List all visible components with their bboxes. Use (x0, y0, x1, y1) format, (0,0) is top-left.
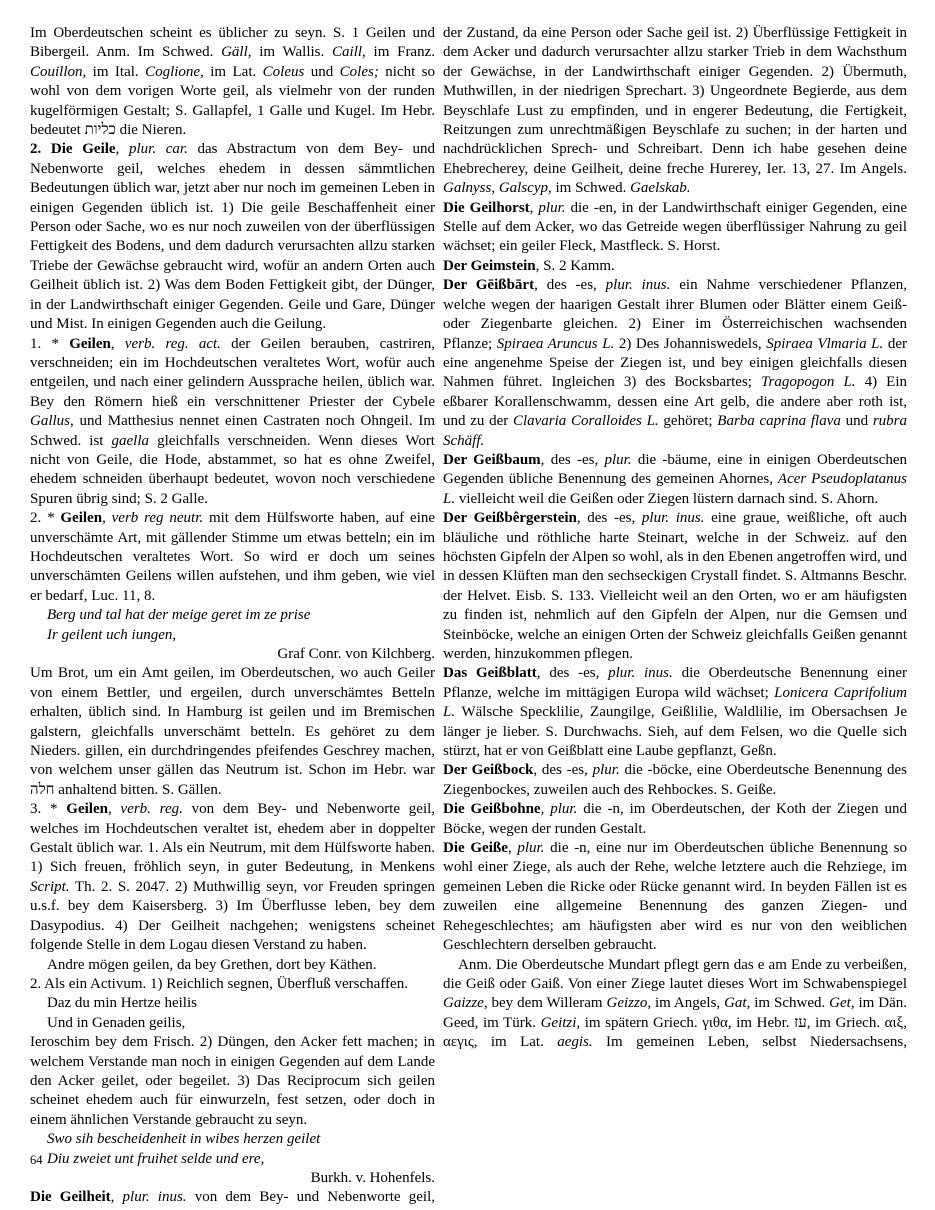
entry-der-geissbart (443, 276, 907, 451)
text-segment: die Oberdeutsche Benennung einer Pflanze, welche im mittägigen Europa wild wächset; (443, 665, 907, 701)
text-segment: die -en, in der Landwirthschaft einiger Gegenden, eine Stelle auf dem Acker, wo das Getreide wegen überflüssiger Nahrung zu geil wächset; ein geiler Fleck, Mastfleck. S. Horst. (443, 199, 908, 255)
italic-term: plur. (550, 801, 578, 818)
italic-term: Geizzo, (606, 995, 652, 1012)
italic-term: gaella (111, 432, 150, 449)
entry-der-geimstein (443, 257, 907, 276)
entry-3-geilen-activum (30, 975, 435, 994)
headword: Der Geißbêrgerstein (443, 510, 577, 527)
page-number: 64 (30, 1153, 43, 1167)
headword: Die Geiße (443, 840, 508, 857)
text-segment: der Zustand, da eine Person oder Sache geil ist. 2) Überflüssige Fettigkeit in dem Acker und dadurch verursachter allzu starker Trieb in dem Wachsthum der Gewächse, in der Landwirthschaft einiger Gegenden. 2) Übermuth, Muthwillen, in der niedrigen Sprechart. 3) Ungeordnete Begierde, aus dem Beyschlafe Lust zu empfinden, und in engerer Bedeutung, die Fertigkeit, Reitzungen zum unrechtmäßigen Beyschlafe zu suchen; in der harten und nachdrücklichen Sprech- und Schreibart. Denn ich habe gesehen deine Ehebrecherey, deine Geilheit, deine freche Hurerey, Ier. 13, 27. Im Angels. (443, 25, 907, 177)
text-segment: und Matthesius nennet einen Castraten noch Ohngeil. Im Schwed. ist (30, 413, 435, 449)
italic-term: Coles; (339, 63, 379, 80)
text-segment: der eine angenehme Speise der Ziegen ist, und bey einigen gleichfalls diesen Nahmen führet. Ingleichen 3) des Bocksbartes; (443, 335, 907, 391)
italic-term: Clavaria Coralloides L. (512, 413, 659, 430)
text-segment: die -böcke, eine Oberdeutsche Benennung des Ziegenbockes, zuweilen auch des Rehbockes. S. Geiße. (443, 762, 907, 798)
entry-die-geilhorst (443, 199, 907, 257)
text-segment: , S. 2 Kamm. (535, 257, 615, 274)
headword: Geilen (69, 335, 111, 352)
text-segment: 3. * (30, 801, 67, 818)
text-segment: Graf Conr. von Kilchberg. (277, 646, 435, 662)
entry-2-geilen-continuation (30, 664, 435, 800)
headword: Geilen (60, 510, 103, 527)
italic-term: Caill, (332, 44, 366, 61)
verse-line (47, 606, 435, 625)
text-segment: 2. Als ein Activum. 1) Reichlich segnen, Überfluß verschaffen. (30, 975, 408, 992)
italic-term: plur. car. (129, 141, 188, 158)
text-segment: im Schwed. (750, 995, 830, 1012)
verse-line (47, 994, 435, 1013)
italic-term: Gäll, (221, 44, 252, 61)
left-column (30, 24, 435, 1208)
text-segment: Daz du min Hertze heilis (47, 995, 197, 1012)
text-segment: im Ital. (86, 63, 146, 80)
text-segment: , (540, 801, 551, 818)
verse-line (47, 956, 435, 975)
text-segment: der Geilen berauben, castriren, verschneiden; ein im Hochdeutschen veraltetes Wort, wofür auch entgeilen, und nach einer gelindern Aussprache heilen, üblich war. Bey den Römern hieß ein verschnittener Priester der Cybele (30, 335, 436, 410)
verse-line (47, 1150, 435, 1169)
text-segment: , (110, 335, 125, 352)
text-segment: Wälsche Specklilie, Zaungilge, Geißlilie, Waldlilie, im Obersachsen Je länger je lieber. S. Durchwachs. Sieh, auf dem Felsen, wo die Quelle sich stürzt, hat er von Geißblatt eine Laube gepflanzt, Geßn. (443, 704, 907, 760)
headword: Der Geißbock (443, 762, 534, 779)
text-segment: 1. * (30, 335, 70, 352)
italic-term: rubra Schäff. (443, 413, 907, 449)
text-segment: die -n, eine nur im Oberdeutschen übliche Benennung so wohl einer Ziege, als auch der Rehe, welche letztere auch die Rehziege, im gemeinen Leben die Ricke oder Rücke genannt wird. In beyden Fällen ist es zuweilen eine allgemeine Benennung des ganzen Ziegen- und Rehegeschlechtes; am häufigsten aber wird es nur von den weiblichen Geschlechtern derselben gebraucht. (443, 840, 908, 954)
headword: Der Gēißbārt (443, 277, 535, 294)
italic-term: Tragopogon L. (761, 374, 856, 391)
text-segment: ein Nahme verschiedener Pflanzen, welche wegen der haarigen Gestalt ihrer Blumen oder Blätter einem Geiß- oder Ziegenbarte gleichen. 2) Einer im Österreichischen wachsenden Pflanze; (443, 277, 907, 352)
verse-attribution (30, 1169, 435, 1188)
text-segment: Th. 2. S. 2047. 2) Muthwillig seyn, vor Freuden springen u.s.f. bey dem Kaisersberg. 3) Im Überflusse leben, bey dem Dasypodius. 4) Der Geilheit nachgehen; wenigstens scheinet folgende Stelle in dem Logau diesen Verstand zu haben. (30, 878, 435, 954)
italic-term: Spiraea Vlmaria L. (766, 335, 884, 352)
text-segment: und (304, 63, 340, 80)
text-segment: im Franz. (365, 44, 435, 61)
italic-term: Diu zweiet unt fruihet selde und ere, (47, 1150, 265, 1167)
headword: 2. Die Geile (30, 141, 116, 158)
text-segment: 4) Ein eßbarer Korallenschwamm, dessen eine Art gelb, die andere aber roth ist, und zu der (443, 374, 907, 430)
text-segment: , (507, 840, 518, 857)
text-segment: im Dän. Geed, im Türk. (443, 995, 907, 1031)
italic-term: Barba caprina flava (717, 413, 841, 430)
headword: Der Geimstein (443, 257, 536, 274)
entry-2-die-geile (30, 140, 435, 334)
italic-term: verb reg neutr. (111, 510, 204, 527)
italic-term: Galnyss, Galscyp, (443, 180, 552, 197)
right-column (443, 24, 907, 1053)
italic-term: verb. reg. act. (124, 335, 221, 352)
text-segment: Um Brot, um ein Amt geilen, im Oberdeutschen, wo auch Geiler von einem Bettler, und ergeilen, durch unverschämtes Betteln erhalten, üblich sind. In Hamburg ist geilen und im Bremischen galstern, gleichfalls unverschämt betteln. Es gehöret zu dem Nieders. gillen, ein durchdringendes pfeifendes Geschrey machen, von welchem unser gällen das Neutrum ist. Schon im Hebr. war חלה anhaltend bitten. S. Gällen. (30, 665, 435, 798)
entry-2-geilen (30, 509, 435, 606)
text-segment: von dem Bey- und Nebenworte geil, (186, 1189, 435, 1206)
italic-term: Coglione, (145, 63, 204, 80)
italic-term: Geitzi, (540, 1014, 581, 1031)
entry-3-geilen-continuation (30, 1033, 435, 1130)
entry-1-geilen (30, 335, 435, 510)
text-segment: , des -es, (540, 451, 605, 468)
text-segment: eine graue, weißliche, oft auch bläuliche und röthliche harte Steinart, welche in der Schweiz. auf den höchsten Gipfeln der Alpen so wohl, als in den Ebenen angetroffen wird, und in dessen Klüften man den sechseckigen Crystall findet. S. Altmanns Beschr. der Helvet. Eisb. S. 133. Vielleicht weil an den Orten, wo er am häufigsten zu finden ist, nehmlich auf den Gipfeln der Alpen, nur die Gemsen und Steinböcke, welche an einigen Orten der Schweiz gleichfalls Geißen genannt werden, hinzukommen pflegen. (443, 510, 907, 662)
entry-der-geissbergerstein (443, 509, 907, 664)
italic-term: plur. inus. (122, 1189, 187, 1206)
text-segment: , des -es, (536, 665, 609, 682)
text-segment: , des -es, (533, 762, 593, 779)
headword: Geilen (66, 801, 108, 818)
italic-term: Berg und tal hat der meige geret im ze prise (47, 607, 311, 624)
text-segment: , (102, 510, 112, 527)
text-segment: mit dem Hülfsworte haben, auf eine unverschämte Art, mit gällender Stimme um etwas betteln; ein im Hochdeutschen veraltetes Wort. So wird er doch um seines unverschämten Geilens willen aufstehen, und ihm geben, wie viel er bedarf, Luc. 11, 8. (30, 510, 436, 604)
text-segment: die -n, im Oberdeutschen, der Koth der Ziegen und Böcke, wegen der runden Gestalt. (443, 801, 907, 837)
text-segment: , des -es, (576, 510, 642, 527)
entry-der-geissbock (443, 761, 907, 800)
italic-term: Gat, (724, 995, 751, 1012)
italic-term: verb. reg. (120, 801, 183, 818)
headword: Die Geilheit (30, 1189, 111, 1206)
italic-term: Lonicera Caprifolium L. (443, 684, 907, 721)
text-segment: die -bäume, eine in einigen Oberdeutschen Gegenden übliche Benennung des gemeinen Ahornes, (443, 451, 907, 488)
italic-term: Gaelskab. (630, 180, 691, 197)
italic-term: Gaizze, (443, 995, 488, 1012)
entry-das-geissblatt (443, 664, 907, 761)
text-segment: Im Oberdeutschen scheint es üblicher zu seyn. S. 1 Geilen und Bibergeil. Anm. Im Schwed. (30, 25, 435, 61)
text-segment: gleichfalls verschneiden. Wenn dieses Wort nicht von Geile, die Hode, abstammet, so hat es ohne Zweifel, ehedem schneiden überhaupt bedeutet, wovon noch verschiedene Spuren übrig sind; S. 2 Galle. (30, 432, 435, 507)
text-segment: im Angels, (651, 995, 725, 1012)
text-segment: im Schwed. (551, 180, 631, 197)
text-segment: 2) Des Johanniswedels, (614, 335, 767, 352)
verse-line (47, 1130, 435, 1149)
text-segment: im Lat. (203, 63, 263, 80)
italic-term: Couillon, (30, 63, 87, 80)
verse-line (47, 626, 435, 645)
italic-term: Coleus (262, 63, 305, 80)
italic-term: plur. (604, 451, 632, 468)
text-segment: das Abstractum von dem Bey- und Nebenworte geil, welches ehedem in dessen sämmtlichen Bedeutungen üblich war, jetzt aber nur noch im gemeinen Leben in einigen Gegenden üblich ist. 1) Die geile Beschaffenheit einer Person oder Sache, wo es nur noch zuweilen von der überflüssigen Fettigkeit des Bodens, und dem dadurch verursachten allzu starken Triebe der Gewächse gebraucht wird, wofür an andern Orten auch Geilheit üblich ist. 2) Was dem Boden Fettigkeit gibt, der Dünger, in der Landwirthschaft einiger Gegenden. Geile und Gare, Dünger und Mist. In einigen Gegenden auch die Geilung. (30, 141, 435, 333)
text-segment: gehöret; (658, 413, 718, 430)
italic-term: plur. (538, 199, 566, 216)
entry-die-geilheit (30, 1188, 435, 1207)
italic-term: Swo sih bescheidenheit in wibes herzen geilet (47, 1131, 321, 1148)
italic-term: plur. inus. (608, 665, 673, 682)
italic-term: Ir geilent uch iungen, (47, 626, 177, 643)
text-segment: Im gemeinen Leben, selbst Niedersachsens, (592, 1034, 907, 1051)
headword: Der Geißbaum (443, 451, 541, 468)
text-segment: , (110, 1189, 123, 1206)
text-segment: 2. * (30, 510, 61, 527)
italic-term: Acer Pseudoplatanus L. (443, 471, 907, 507)
verse-attribution (30, 645, 435, 664)
italic-term: plur. (517, 840, 545, 857)
entry-die-geisse-anmerkung (443, 956, 907, 1053)
text-segment: , (107, 801, 121, 818)
text-segment: im spätern Griech. γιθα, im Hebr. עז, im Griech. αιξ, αεγις, im Lat. (443, 1014, 907, 1051)
text-segment: vielleicht weil die Geißen oder Ziegen lüstern darnach sind. S. Ahorn. (455, 490, 879, 507)
headword: Die Geißbohne (443, 801, 541, 818)
text-segment: Anm. Die Oberdeutsche Mundart pflegt gern das e am Ende zu verbeißen, die Geiß oder Gaiß. Von einer Ziege lautet dieses Wort im Schwabenspiegel (443, 956, 907, 992)
italic-term: Script. (30, 878, 70, 895)
text-segment: , (529, 199, 539, 216)
italic-term: plur. inus. (605, 277, 671, 294)
italic-term: Get, (829, 995, 855, 1012)
entry-der-geissbaum (443, 451, 907, 509)
italic-term: plur. (592, 762, 620, 779)
text-segment: bey dem Willeram (487, 995, 607, 1012)
entry-die-geissbohne (443, 800, 907, 839)
entry-3-geilen (30, 800, 435, 955)
entry-geil-continuation (30, 24, 435, 140)
text-segment: , (115, 141, 129, 158)
headword: Die Geilhorst (443, 199, 530, 216)
text-segment: Ieroschim bey dem Frisch. 2) Düngen, den Acker fett machen; in welchem Verstande man noch in einigen Gegenden auf dem Lande den Acker geilet, oder begeilet. 3) Das Reciprocum sich geilen scheinet ehedem auch für einwurzeln, fest setzen, oder doch in einem ähnlichen Verstande gebraucht zu seyn. (30, 1034, 435, 1128)
text-segment: , des -es, (534, 277, 606, 294)
text-segment: und (840, 413, 873, 430)
headword: Das Geißblatt (443, 665, 537, 682)
text-segment: Andre mögen geilen, da bey Grethen, dort bey Käthen. (47, 956, 377, 973)
entry-die-geilheit-continuation (443, 24, 907, 199)
italic-term: Spiraea Aruncus L. (496, 335, 615, 352)
text-segment: nicht so wohl von dem vorigen Worte geil, als vielmehr von der runden kugelförmigen Gestalt; S. Gallapfel, 1 Galle und Kugel. Im Hebr. bedeutet כליות die Nieren. (30, 63, 436, 139)
text-segment: im Wallis. (251, 44, 333, 61)
italic-term: aegis. (557, 1034, 593, 1051)
italic-term: plur. inus. (641, 510, 705, 527)
verse-line (47, 1014, 435, 1033)
text-segment: Und in Genaden geilis, (47, 1014, 186, 1031)
text-segment: von dem Bey- und Nebenworte geil, welches im Hochdeutschen veraltet ist, ehedem aber in doppelter Gestalt üblich war. 1. Als ein Neutrum, mit dem Hülfsworte haben. 1) Sich freuen, fröhlich seyn, in guter Bedeutung, in Menkens (30, 801, 436, 876)
text-segment: Burkh. v. Hohenfels. (310, 1169, 435, 1186)
italic-term: Gallus, (30, 413, 74, 430)
entry-die-geisse (443, 839, 907, 955)
